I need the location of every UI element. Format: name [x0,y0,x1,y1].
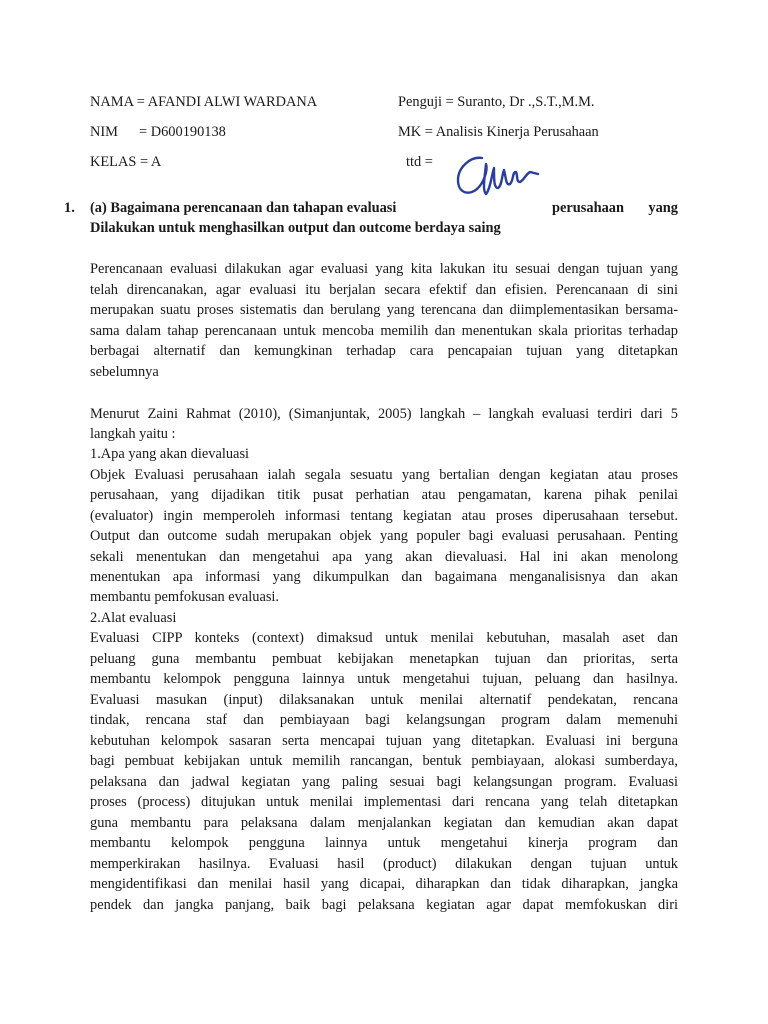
text-line: telah direncanakan, agar evaluasi itu berjalan secara efektif dan efisien. Perencanaan di sini [90,282,678,298]
text-line: menentukan apa informasi yang dikumpulkan dan bagaimana menganalisisnya dan akan [90,569,678,585]
question-line1-part-b: perusahaan yang [552,200,678,216]
handwritten-signature [452,150,544,202]
text-line: pelaksana dan jadwal kegiatan yang paling sesuai bagi kelangsungan program. Evaluasi [90,774,678,790]
text-line: Evaluasi masukan (input) dilaksanakan untuk menilai alternatif pendekatan, rencana [90,692,678,708]
text-line: Menurut Zaini Rahmat (2010), (Simanjuntak, 2005) langkah – langkah evaluasi terdiri dari 5 [90,406,678,422]
text-line: pendek dan jangka panjang, baik bagi pelaksana kegiatan agar dapat memfokuskan diri [90,897,678,913]
text-line: berbagai alternatif dan kemungkinan terhadap cara pencapaian tujuan yang ditetapkan [90,343,678,359]
text-line: peluang guna membantu pembuat kebijakan menetapkan tujuan dan prioritas, serta [90,651,678,667]
text-line: membantu kelompok pengguna lainnya untuk mengetahui kinerja program dan [90,835,678,851]
text-line: sekali menentukan dan mengetahui apa yang akan dievaluasi. Hal ini akan menolong [90,549,678,565]
text-line: sebelumnya [90,364,159,380]
course-name: MK = Analisis Kinerja Perusahaan [398,124,599,140]
text-line: Objek Evaluasi perusahaan ialah segala sesuatu yang bertalian dengan kegiatan atau proses [90,467,678,483]
text-line: Evaluasi CIPP konteks (context) dimaksud untuk menilai kebutuhan, masalah aset dan [90,630,678,646]
question-line2: Dilakukan untuk menghasilkan output dan outcome berdaya saing [90,220,501,236]
nim-value: = D600190138 [139,124,226,140]
section-heading: 1.Apa yang akan dievaluasi [90,446,250,462]
text-line: bagi pembuat kebijakan untuk memilih rancangan, bentuk pembiayaan, alokasi sumberdaya, [90,753,678,769]
class-label: KELAS = A [90,154,162,170]
text-line: (evaluator) ingin memperoleh informasi tentang kegiatan atau proses diperusahaan tersebut. [90,508,678,524]
question-number: 1. [64,200,75,216]
text-line: tindak, rencana staf dan pembiayaan bagi kelangsungan program dalam memenuhi [90,712,678,728]
text-line: Output dan outcome sudah merupakan objek yang populer bagi evaluasi perusahaan. Penting [90,528,678,544]
text-line: sama dalam tahap perencanaan untuk mencoba memilih dan menentukan skala prioritas terhadap [90,323,678,339]
question-line1-part-a: (a) Bagaimana perencanaan dan tahapan evaluasi [90,200,397,216]
text-line: proses (process) ditujukan untuk menilai implementasi dari rencana yang telah ditetapkan [90,794,678,810]
signature-label: ttd = [406,154,433,170]
text-line: memperkirakan hasilnya. Evaluasi hasil (product) dilakukan dengan tujuan untuk [90,856,678,872]
text-line: mengidentifikasi dan menilai hasil yang dicapai, diharapkan dan tidak diharapkan, jangka [90,876,678,892]
nim-label: NIM [90,124,118,140]
text-line: membantu kelompok pengguna lainnya untuk mengetahui tujuan, peluang dan hasilnya. [90,671,678,687]
text-line: kebutuhan kelompok sasaran serta mencapai tujuan yang ditetapkan. Evaluasi ini berguna [90,733,678,749]
section-heading: 2.Alat evaluasi [90,610,177,626]
text-line: guna membantu para pelaksana dalam menjalankan kegiatan dan kemudian akan dapat [90,815,678,831]
text-line: merupakan suatu proses sistematis dan berulang yang terencana dan diimplementasikan bersama- [90,302,678,318]
student-name: NAMA = AFANDI ALWI WARDANA [90,94,318,110]
text-line: perusahaan, yang dijadikan titik pusat perhatian atau pengamatan, karena pihak penilai [90,487,678,503]
text-line: membantu pemfokusan evaluasi. [90,589,280,605]
text-line: Perencanaan evaluasi dilakukan agar evaluasi yang kita lakukan itu sesuai dengan tujuan yang [90,261,678,277]
examiner: Penguji = Suranto, Dr .,S.T.,M.M. [398,94,595,110]
text-line: langkah yaitu : [90,426,176,442]
